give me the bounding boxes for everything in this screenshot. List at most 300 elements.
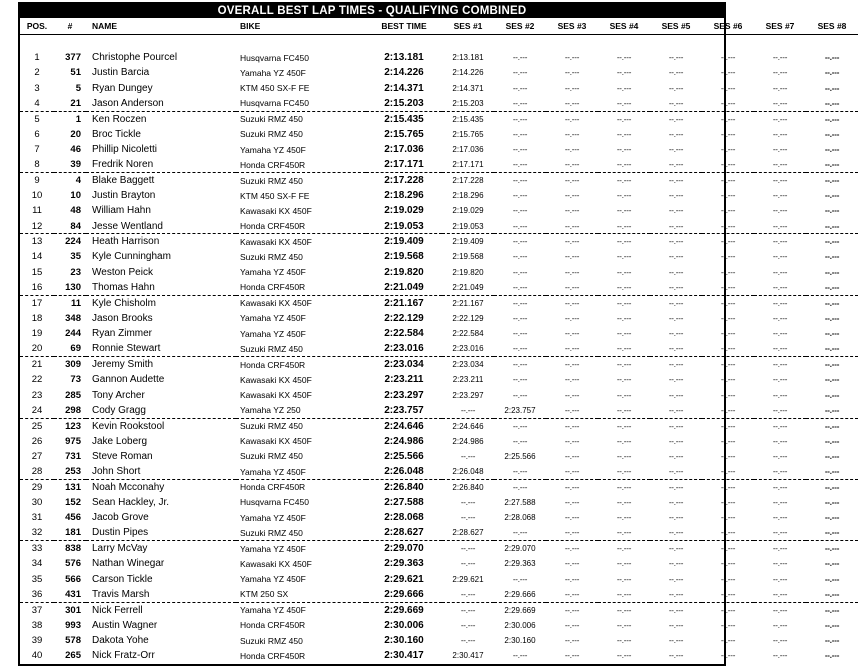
cell-ses-8: --.--- [824,329,840,339]
cell-ses-6: --.--- [720,467,736,477]
cell-ses-3: --.--- [564,636,580,646]
cell-name: Fredrik Noren [92,159,154,171]
cell-ses-6: --.--- [720,451,736,461]
cell-bike: Husqvarna FC450 [240,497,309,508]
cell-pos: 19 [31,328,43,340]
cell-bike: KTM 250 SX [240,589,289,600]
table-row[interactable] [20,96,858,111]
cell-pos: 38 [31,619,43,631]
cell-ses-6: --.--- [702,418,754,433]
cell-ses-7: --.--- [754,111,806,126]
table-row[interactable] [20,449,858,464]
cell-ses-7: --.--- [772,129,788,139]
cell-ses-8: --.--- [824,83,840,93]
cell-ses-7: --.--- [772,344,788,354]
cell-ses-8: --.--- [824,620,840,630]
cell-ses-4: --.--- [616,329,632,339]
cell-ses-5: --.--- [668,405,684,415]
cell-ses-7: --.--- [772,405,788,415]
cell-bike: Kawasaki KX 450F [240,436,312,447]
table-row[interactable] [20,572,858,587]
cell-ses-1: 2:30.417 [452,651,484,661]
table-row[interactable] [20,464,858,479]
cell-ses-2: --.--- [494,479,546,494]
cell-pos: 7 [34,144,40,156]
cell-ses-4: --.--- [616,145,632,155]
cell-bike: Suzuki RMZ 450 [236,111,366,126]
cell-ses-8: --.--- [806,357,858,372]
cell-best: 2:17.228 [366,173,442,188]
cell-bike: Suzuki RMZ 450 [236,173,366,188]
header-spacer-cell [20,35,858,50]
cell-ses-5: --.--- [668,98,684,108]
cell-best: 2:21.049 [384,281,424,293]
cell-ses-1: 2:17.228 [442,173,494,188]
cell-ses-8: --.--- [824,636,840,646]
cell-number: 578 [65,635,81,647]
cell-pos: 36 [31,588,43,600]
results-table-frame [18,18,847,666]
cell-ses-8: --.--- [824,68,840,78]
cell-ses-4: --.--- [616,252,632,262]
table-row[interactable] [20,249,858,264]
table-row[interactable] [20,280,858,295]
cell-best: 2:23.211 [384,374,424,386]
cell-name: Austin Wagner [92,619,158,631]
cell-name: Justin Brayton [92,190,156,202]
cell-ses-7: --.--- [772,267,788,277]
cell-ses-6: --.--- [720,129,736,139]
table-row[interactable] [20,65,858,80]
table-row[interactable] [20,479,858,494]
cell-ses-7: --.--- [772,467,788,477]
table-row[interactable] [20,157,858,172]
cell-ses-8: --.--- [824,191,840,201]
cell-ses-8: --.--- [824,221,840,231]
cell-number: 51 [70,67,81,79]
cell-bike: Yamaha YZ 250 [240,405,301,416]
cell-ses-3: --.--- [564,589,580,599]
cell-number: 224 [54,234,86,249]
table-row[interactable] [20,602,858,617]
cell-ses-2: --.--- [512,651,528,661]
cell-ses-4: --.--- [616,344,632,354]
cell-number: 1 [54,111,86,126]
cell-ses-8: --.--- [824,451,840,461]
cell-name: Nick Fratz-Orr [92,650,155,662]
table-row[interactable] [20,387,858,402]
cell-ses-4: --.--- [616,206,632,216]
cell-number: 10 [70,190,81,202]
cell-ses-3: --.--- [564,329,580,339]
cell-ses-2: --.--- [512,98,528,108]
cell-number: 576 [65,558,81,570]
cell-ses-8: --.--- [824,206,840,216]
cell-pos: 9 [20,173,54,188]
cell-number: 152 [65,496,81,508]
table-row[interactable] [20,372,858,387]
cell-ses-1: --.--- [460,636,476,646]
table-row[interactable] [20,81,858,96]
cell-ses-1: --.--- [460,620,476,630]
cell-best: 2:23.757 [384,404,424,416]
cell-ses-6: --.--- [720,221,736,231]
cell-name: Dustin Pipes [92,527,149,539]
table-row[interactable] [20,326,858,341]
cell-ses-8: --.--- [824,267,840,277]
cell-ses-4: --.--- [616,513,632,523]
cell-name: Ryan Dungey [92,82,153,94]
table-row[interactable] [20,618,858,633]
cell-ses-7: --.--- [772,436,788,446]
cell-ses-1: 2:21.049 [452,282,484,292]
table-row[interactable] [20,495,858,510]
cell-ses-1: 2:19.568 [452,252,484,262]
cell-pos: 10 [31,190,43,202]
cell-best: 2:15.435 [366,111,442,126]
cell-ses-5: --.--- [668,83,684,93]
cell-ses-2: --.--- [512,282,528,292]
cell-ses-8: --.--- [824,129,840,139]
cell-number: 11 [54,295,86,310]
cell-ses-6: --.--- [720,620,736,630]
cell-name: Thomas Hahn [92,281,155,293]
cell-ses-4: --.--- [616,313,632,323]
cell-ses-7: --.--- [772,206,788,216]
column-header-ses-8: SES #8 [806,18,858,35]
cell-best: 2:23.297 [384,389,424,401]
column-header-ses-6: SES #6 [702,18,754,35]
cell-ses-2: --.--- [494,111,546,126]
cell-ses-1: 2:23.034 [442,357,494,372]
cell-name: Kyle Cunningham [92,251,171,263]
table-row[interactable] [20,633,858,648]
cell-ses-6: --.--- [720,267,736,277]
cell-ses-6: --.--- [702,295,754,310]
cell-pos: 26 [31,435,43,447]
cell-ses-7: --.--- [754,541,806,556]
cell-ses-3: --.--- [564,574,580,584]
cell-name: Ken Roczen [86,111,236,126]
cell-ses-4: --.--- [616,589,632,599]
table-row[interactable] [20,111,858,126]
cell-ses-3: --.--- [564,83,580,93]
column-header-ses-1: SES #1 [442,18,494,35]
cell-ses-7: --.--- [772,68,788,78]
table-row[interactable] [20,311,858,326]
cell-best: 2:30.160 [384,635,424,647]
cell-ses-7: --.--- [754,173,806,188]
table-row[interactable] [20,50,858,65]
cell-name: Christophe Pourcel [92,52,178,64]
cell-ses-8: --.--- [824,467,840,477]
cell-ses-3: --.--- [564,405,580,415]
cell-pos: 35 [31,573,43,585]
cell-best: 2:24.986 [384,435,424,447]
table-row[interactable] [20,556,858,571]
cell-name: Justin Barcia [92,67,150,79]
cell-pos: 28 [31,466,43,478]
cell-ses-6: --.--- [702,173,754,188]
cell-ses-7: --.--- [772,221,788,231]
cell-ses-3: --.--- [546,111,598,126]
cell-pos: 21 [20,357,54,372]
cell-ses-4: --.--- [616,129,632,139]
cell-bike: Kawasaki KX 450F [240,205,312,216]
cell-ses-6: --.--- [702,602,754,617]
cell-pos: 17 [20,295,54,310]
table-row[interactable] [20,234,858,249]
cell-ses-3: --.--- [546,234,598,249]
cell-ses-7: --.--- [772,390,788,400]
cell-ses-5: --.--- [668,497,684,507]
cell-ses-4: --.--- [616,451,632,461]
cell-name: Ronnie Stewart [92,343,161,355]
cell-ses-5: --.--- [668,206,684,216]
cell-ses-6: --.--- [720,145,736,155]
cell-ses-3: --.--- [564,282,580,292]
cell-ses-2: --.--- [512,329,528,339]
cell-name: Noah Mcconahy [86,479,236,494]
cell-ses-2: --.--- [494,357,546,372]
cell-ses-3: --.--- [564,252,580,262]
cell-ses-8: --.--- [806,541,858,556]
cell-ses-3: --.--- [546,541,598,556]
cell-ses-6: --.--- [720,528,736,538]
cell-ses-4: --.--- [598,479,650,494]
cell-pos: 23 [31,389,43,401]
cell-ses-2: 2:28.068 [504,513,536,523]
cell-ses-3: --.--- [564,375,580,385]
cell-name: Jason Brooks [92,312,153,324]
cell-name: Dakota Yohe [92,635,149,647]
cell-ses-5: --.--- [668,221,684,231]
cell-ses-3: --.--- [564,53,580,63]
cell-ses-8: --.--- [824,390,840,400]
cell-pos: 22 [31,374,43,386]
cell-best: 2:29.669 [366,602,442,617]
cell-ses-3: --.--- [564,436,580,446]
table-row[interactable] [20,127,858,142]
cell-bike: Yamaha YZ 450F [236,541,366,556]
cell-ses-2: --.--- [512,313,528,323]
cell-bike: Yamaha YZ 450F [240,574,306,585]
cell-pos: 29 [20,479,54,494]
cell-ses-1: 2:19.409 [442,234,494,249]
table-row[interactable] [20,203,858,218]
cell-ses-4: --.--- [598,541,650,556]
cell-name: Broc Tickle [92,128,141,140]
cell-best: 2:27.588 [384,496,424,508]
cell-ses-4: --.--- [616,651,632,661]
cell-name: Cody Gragg [92,404,146,416]
cell-ses-8: --.--- [824,436,840,446]
cell-name: Jesse Wentland [92,220,163,232]
cell-ses-7: --.--- [772,145,788,155]
cell-best: 2:29.666 [384,588,424,600]
cell-ses-1: 2:14.371 [452,83,484,93]
table-row[interactable] [20,587,858,602]
cell-number: 69 [70,343,81,355]
cell-ses-4: --.--- [616,405,632,415]
cell-ses-5: --.--- [668,282,684,292]
cell-ses-6: --.--- [720,497,736,507]
cell-ses-6: --.--- [720,329,736,339]
cell-ses-2: --.--- [512,53,528,63]
table-row[interactable] [20,142,858,157]
table-row[interactable] [20,418,858,433]
table-row[interactable] [20,510,858,525]
cell-ses-6: --.--- [702,357,754,372]
cell-ses-4: --.--- [616,282,632,292]
cell-ses-7: --.--- [754,479,806,494]
cell-number: 48 [70,205,81,217]
cell-ses-1: 2:23.016 [452,344,484,354]
cell-best: 2:19.409 [366,234,442,249]
cell-ses-7: --.--- [754,234,806,249]
cell-pos: 20 [31,343,43,355]
cell-pos: 8 [34,159,40,171]
cell-ses-2: --.--- [512,252,528,262]
cell-bike: KTM 450 SX-F FE [240,190,310,201]
table-row[interactable] [20,433,858,448]
cell-ses-4: --.--- [598,418,650,433]
cell-ses-4: --.--- [616,68,632,78]
cell-name: Steve Roman [92,450,153,462]
cell-ses-2: --.--- [512,267,528,277]
cell-best: 2:28.068 [384,512,424,524]
cell-ses-7: --.--- [772,83,788,93]
cell-best: 2:30.006 [384,619,424,631]
cell-ses-5: --.--- [668,68,684,78]
table-row[interactable] [20,341,858,356]
cell-ses-7: --.--- [772,252,788,262]
cell-number: 566 [65,573,81,585]
cell-ses-5: --.--- [668,252,684,262]
cell-ses-5: --.--- [650,602,702,617]
cell-pos: 40 [31,650,43,662]
cell-best: 2:18.296 [384,190,424,202]
cell-name: Weston Peick [92,266,153,278]
cell-number: 731 [65,450,81,462]
cell-best: 2:19.568 [384,251,424,263]
cell-pos: 37 [20,602,54,617]
cell-name: Kevin Rookstool [86,418,236,433]
cell-ses-4: --.--- [598,111,650,126]
cell-name: John Short [92,466,141,478]
cell-ses-5: --.--- [668,451,684,461]
cell-ses-1: --.--- [460,497,476,507]
cell-pos: 33 [20,541,54,556]
cell-ses-2: --.--- [512,528,528,538]
cell-ses-4: --.--- [616,436,632,446]
cell-number: 377 [65,52,81,64]
cell-name: Jason Anderson [92,97,164,109]
cell-ses-7: --.--- [772,98,788,108]
cell-ses-5: --.--- [668,191,684,201]
cell-ses-8: --.--- [824,282,840,292]
column-header-pos: POS. [20,18,54,35]
table-row[interactable] [20,357,858,372]
cell-bike: Honda CRF450R [240,650,306,661]
cell-number: 253 [65,466,81,478]
cell-ses-1: 2:29.621 [452,574,484,584]
table-row[interactable] [20,265,858,280]
cell-ses-7: --.--- [772,620,788,630]
cell-name: Heath Harrison [86,234,236,249]
cell-name: William Hahn [92,205,151,217]
cell-ses-2: --.--- [512,160,528,170]
cell-ses-6: --.--- [702,541,754,556]
cell-ses-1: 2:22.129 [452,313,484,323]
cell-ses-1: 2:22.584 [452,329,484,339]
cell-ses-7: --.--- [772,313,788,323]
cell-best: 2:28.627 [384,527,424,539]
cell-ses-6: --.--- [702,479,754,494]
cell-ses-5: --.--- [668,375,684,385]
table-row[interactable] [20,648,858,663]
cell-ses-5: --.--- [668,513,684,523]
cell-ses-2: --.--- [512,191,528,201]
cell-ses-3: --.--- [564,559,580,569]
cell-ses-5: --.--- [668,344,684,354]
table-row[interactable] [20,526,858,541]
page-title: OVERALL BEST LAP TIMES - QUALIFYING COMBINED [18,2,726,18]
table-row[interactable] [20,219,858,234]
cell-ses-7: --.--- [772,651,788,661]
cell-ses-7: --.--- [754,295,806,310]
cell-number: 23 [70,266,81,278]
cell-ses-3: --.--- [564,497,580,507]
cell-bike: Yamaha YZ 450F [240,466,306,477]
cell-ses-2: --.--- [512,206,528,216]
cell-ses-5: --.--- [668,329,684,339]
cell-ses-3: --.--- [564,344,580,354]
cell-ses-3: --.--- [564,68,580,78]
cell-number: 975 [65,435,81,447]
cell-ses-3: --.--- [564,528,580,538]
cell-best: 2:23.034 [366,357,442,372]
cell-best: 2:19.820 [384,266,424,278]
cell-ses-7: --.--- [772,636,788,646]
cell-ses-3: --.--- [564,98,580,108]
table-row[interactable] [20,188,858,203]
cell-pos: 12 [31,220,43,232]
cell-best: 2:14.371 [384,82,424,94]
cell-ses-8: --.--- [806,295,858,310]
cell-ses-3: --.--- [564,145,580,155]
cell-ses-1: 2:23.211 [452,375,484,385]
table-row[interactable] [20,295,858,310]
cell-ses-5: --.--- [668,528,684,538]
cell-pos: 39 [31,635,43,647]
cell-ses-4: --.--- [616,497,632,507]
cell-ses-2: --.--- [512,83,528,93]
cell-ses-4: --.--- [598,357,650,372]
cell-number: 35 [70,251,81,263]
cell-ses-2: --.--- [512,467,528,477]
cell-ses-6: --.--- [720,436,736,446]
cell-bike: Honda CRF450R [240,221,306,232]
table-row[interactable] [20,541,858,556]
cell-bike: Suzuki RMZ 450 [240,451,303,462]
cell-ses-2: --.--- [512,221,528,231]
cell-ses-3: --.--- [564,390,580,400]
table-row[interactable] [20,173,858,188]
table-row[interactable] [20,403,858,418]
cell-ses-5: --.--- [650,234,702,249]
cell-ses-5: --.--- [668,467,684,477]
